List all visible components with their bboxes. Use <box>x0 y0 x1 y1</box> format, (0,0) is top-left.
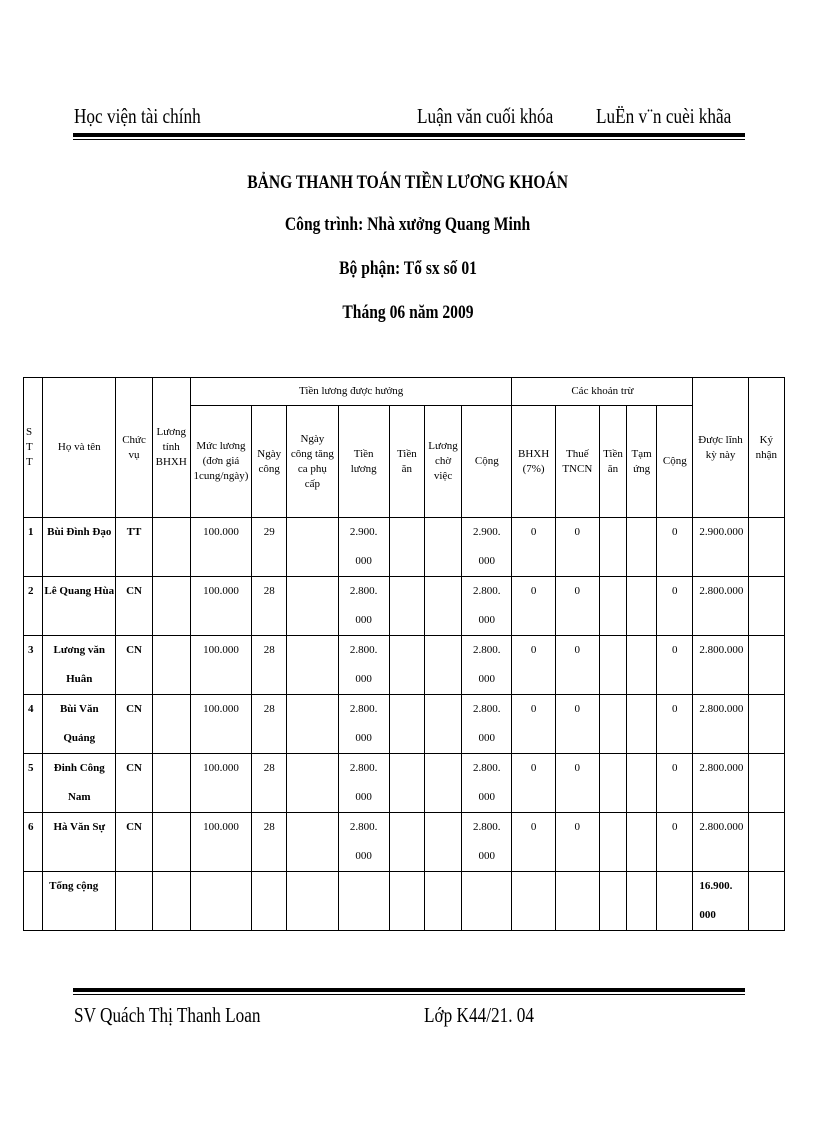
footer-rule-thick <box>73 988 745 992</box>
cell-sign <box>748 518 784 577</box>
period-line: Tháng 06 năm 2009 <box>342 302 474 323</box>
cell-total: 2.800. 000 <box>462 577 512 636</box>
cell-total: 2.800. 000 <box>462 813 512 872</box>
cell-stt: 2 <box>24 577 43 636</box>
footer-rule-thin <box>73 994 745 995</box>
cell-name: Bùi Đình Đạo <box>43 518 116 577</box>
col-idle: Lương chờ việc <box>424 406 461 518</box>
cell-stt: 5 <box>24 754 43 813</box>
cell-name: Hà Văn Sự <box>43 813 116 872</box>
total-label: Tổng cộng <box>43 872 116 931</box>
cell-bhxh-salary <box>152 754 190 813</box>
cell-bhxh-salary <box>152 813 190 872</box>
col-sign: Ký nhận <box>748 378 784 518</box>
cell-stt <box>24 872 43 931</box>
cell-sign <box>748 636 784 695</box>
col-deduction-total: Cộng <box>657 406 693 518</box>
cell-meal <box>389 695 424 754</box>
cell-total: 2.800. 000 <box>462 754 512 813</box>
document-title: BẢNG THANH TOÁN TIỀN LƯƠNG KHOÁN <box>247 172 569 193</box>
cell-advance <box>627 636 657 695</box>
cell-rate: 100.000 <box>190 577 251 636</box>
col-salary: Tiền lương <box>338 406 389 518</box>
cell-idle <box>424 813 461 872</box>
cell-salary: 2.900. 000 <box>338 518 389 577</box>
table-row <box>24 518 785 577</box>
cell-received: 2.900.000 <box>693 518 748 577</box>
col-tax: Thuế TNCN <box>555 406 599 518</box>
cell-received: 2.800.000 <box>693 813 748 872</box>
table-row <box>24 636 785 695</box>
cell-meal-deduction <box>599 695 626 754</box>
header-institution: Học viện tài chính <box>74 104 201 128</box>
cell-bhxh: 0 <box>512 754 555 813</box>
cell-position: CN <box>116 813 152 872</box>
cell-bonus-days <box>287 577 338 636</box>
cell-total: 2.800. 000 <box>462 636 512 695</box>
cell-salary: 2.800. 000 <box>338 754 389 813</box>
cell-days: 28 <box>252 695 287 754</box>
col-rate: Mức lương (đơn giá 1cung/ngày) <box>190 406 251 518</box>
cell-salary: 2.800. 000 <box>338 577 389 636</box>
col-bonus-days: Ngày công tăng ca phụ cấp <box>287 406 338 518</box>
page-footer <box>74 1003 744 1033</box>
cell-deduction-total: 0 <box>657 754 693 813</box>
cell-bonus-days <box>287 813 338 872</box>
cell-bhxh: 0 <box>512 577 555 636</box>
cell-meal <box>389 577 424 636</box>
cell-meal <box>389 754 424 813</box>
cell-tax: 0 <box>555 754 599 813</box>
cell-tax: 0 <box>555 813 599 872</box>
cell-rate: 100.000 <box>190 636 251 695</box>
col-stt: S T T <box>24 378 43 518</box>
cell-days: 28 <box>252 813 287 872</box>
cell-sign <box>748 813 784 872</box>
cell-days: 28 <box>252 754 287 813</box>
header-thesis-label-garbled: LuËn v¨n cuèi khãa <box>596 104 732 128</box>
cell-advance <box>627 518 657 577</box>
cell-days: 28 <box>252 577 287 636</box>
table-row <box>24 695 785 754</box>
cell-tax: 0 <box>555 518 599 577</box>
cell-rate: 100.000 <box>190 695 251 754</box>
cell-advance <box>627 577 657 636</box>
cell-meal-deduction <box>599 754 626 813</box>
col-name: Họ và tên <box>43 378 116 518</box>
cell-bhxh-salary <box>152 636 190 695</box>
cell-bhxh-salary <box>152 577 190 636</box>
cell-sign <box>748 577 784 636</box>
cell-meal <box>389 636 424 695</box>
header-rule-thin <box>73 139 745 140</box>
col-received: Được lĩnh kỳ này <box>693 378 748 518</box>
cell-advance <box>627 813 657 872</box>
cell-deduction-total: 0 <box>657 636 693 695</box>
cell-days: 29 <box>252 518 287 577</box>
cell-meal <box>389 813 424 872</box>
cell-bonus-days <box>287 754 338 813</box>
cell-bhxh: 0 <box>512 695 555 754</box>
table-row <box>24 754 785 813</box>
cell-bhxh: 0 <box>512 518 555 577</box>
cell-idle <box>424 577 461 636</box>
cell-tax: 0 <box>555 636 599 695</box>
cell-tax: 0 <box>555 695 599 754</box>
cell-salary: 2.800. 000 <box>338 813 389 872</box>
footer-student: SV Quách Thị Thanh Loan <box>74 1003 261 1027</box>
table-group-header-row <box>24 378 785 406</box>
cell-position: CN <box>116 636 152 695</box>
col-position: Chức vụ <box>116 378 152 518</box>
col-total: Cộng <box>462 406 512 518</box>
cell-idle <box>424 695 461 754</box>
header-thesis-label: Luận văn cuối khóa <box>417 104 554 128</box>
cell-meal <box>389 518 424 577</box>
col-advance: Tạm ứng <box>627 406 657 518</box>
cell-sign <box>748 754 784 813</box>
footer-class: Lớp K44/21. 04 <box>424 1003 535 1027</box>
header-rule-thick <box>73 133 745 137</box>
cell-stt: 1 <box>24 518 43 577</box>
cell-stt: 6 <box>24 813 43 872</box>
cell-rate: 100.000 <box>190 518 251 577</box>
cell-total: 2.800. 000 <box>462 695 512 754</box>
cell-bhxh: 0 <box>512 636 555 695</box>
cell-position: CN <box>116 754 152 813</box>
cell-bhxh: 0 <box>512 813 555 872</box>
cell-bhxh-salary <box>152 695 190 754</box>
table-row <box>24 813 785 872</box>
cell-received: 2.800.000 <box>693 577 748 636</box>
project-line: Công trình: Nhà xưởng Quang Minh <box>285 214 531 235</box>
cell-total: 2.900. 000 <box>462 518 512 577</box>
cell-bonus-days <box>287 518 338 577</box>
cell-sign <box>748 695 784 754</box>
cell-meal-deduction <box>599 518 626 577</box>
cell-idle <box>424 518 461 577</box>
cell-advance <box>627 754 657 813</box>
cell-bonus-days <box>287 636 338 695</box>
cell-received: 2.800.000 <box>693 695 748 754</box>
payroll-table <box>23 377 785 931</box>
cell-days: 28 <box>252 636 287 695</box>
cell-stt: 3 <box>24 636 43 695</box>
cell-meal-deduction <box>599 636 626 695</box>
col-bhxh-salary: Lương tính BHXH <box>152 378 190 518</box>
col-meal: Tiền ăn <box>389 406 424 518</box>
table-row <box>24 577 785 636</box>
cell-stt: 4 <box>24 695 43 754</box>
col-bhxh: BHXH (7%) <box>512 406 555 518</box>
cell-name: Lê Quang Hùa <box>43 577 116 636</box>
group-salary: Tiền lương được hưởng <box>190 378 512 406</box>
col-days: Ngày công <box>252 406 287 518</box>
cell-meal-deduction <box>599 813 626 872</box>
cell-bonus-days <box>287 695 338 754</box>
cell-received: 2.800.000 <box>693 754 748 813</box>
total-received: 16.900. 000 <box>693 872 748 931</box>
cell-salary: 2.800. 000 <box>338 636 389 695</box>
group-deductions: Các khoản trừ <box>512 378 693 406</box>
cell-salary: 2.800. 000 <box>338 695 389 754</box>
cell-position: CN <box>116 577 152 636</box>
cell-bhxh-salary <box>152 518 190 577</box>
cell-tax: 0 <box>555 577 599 636</box>
table-total-row <box>24 872 785 931</box>
cell-received: 2.800.000 <box>693 636 748 695</box>
cell-deduction-total: 0 <box>657 813 693 872</box>
cell-position: TT <box>116 518 152 577</box>
department-line: Bộ phận: Tổ sx số 01 <box>339 258 477 279</box>
cell-rate: 100.000 <box>190 813 251 872</box>
cell-meal-deduction <box>599 577 626 636</box>
cell-deduction-total: 0 <box>657 577 693 636</box>
cell-idle <box>424 754 461 813</box>
page-header <box>74 104 744 134</box>
col-meal-deduction: Tiền ăn <box>599 406 626 518</box>
cell-name: Lương văn Huân <box>43 636 116 695</box>
cell-idle <box>424 636 461 695</box>
cell-name: Bùi Văn Quảng <box>43 695 116 754</box>
cell-rate: 100.000 <box>190 754 251 813</box>
cell-advance <box>627 695 657 754</box>
cell-name: Đinh Công Nam <box>43 754 116 813</box>
cell-deduction-total: 0 <box>657 695 693 754</box>
cell-position: CN <box>116 695 152 754</box>
cell-deduction-total: 0 <box>657 518 693 577</box>
